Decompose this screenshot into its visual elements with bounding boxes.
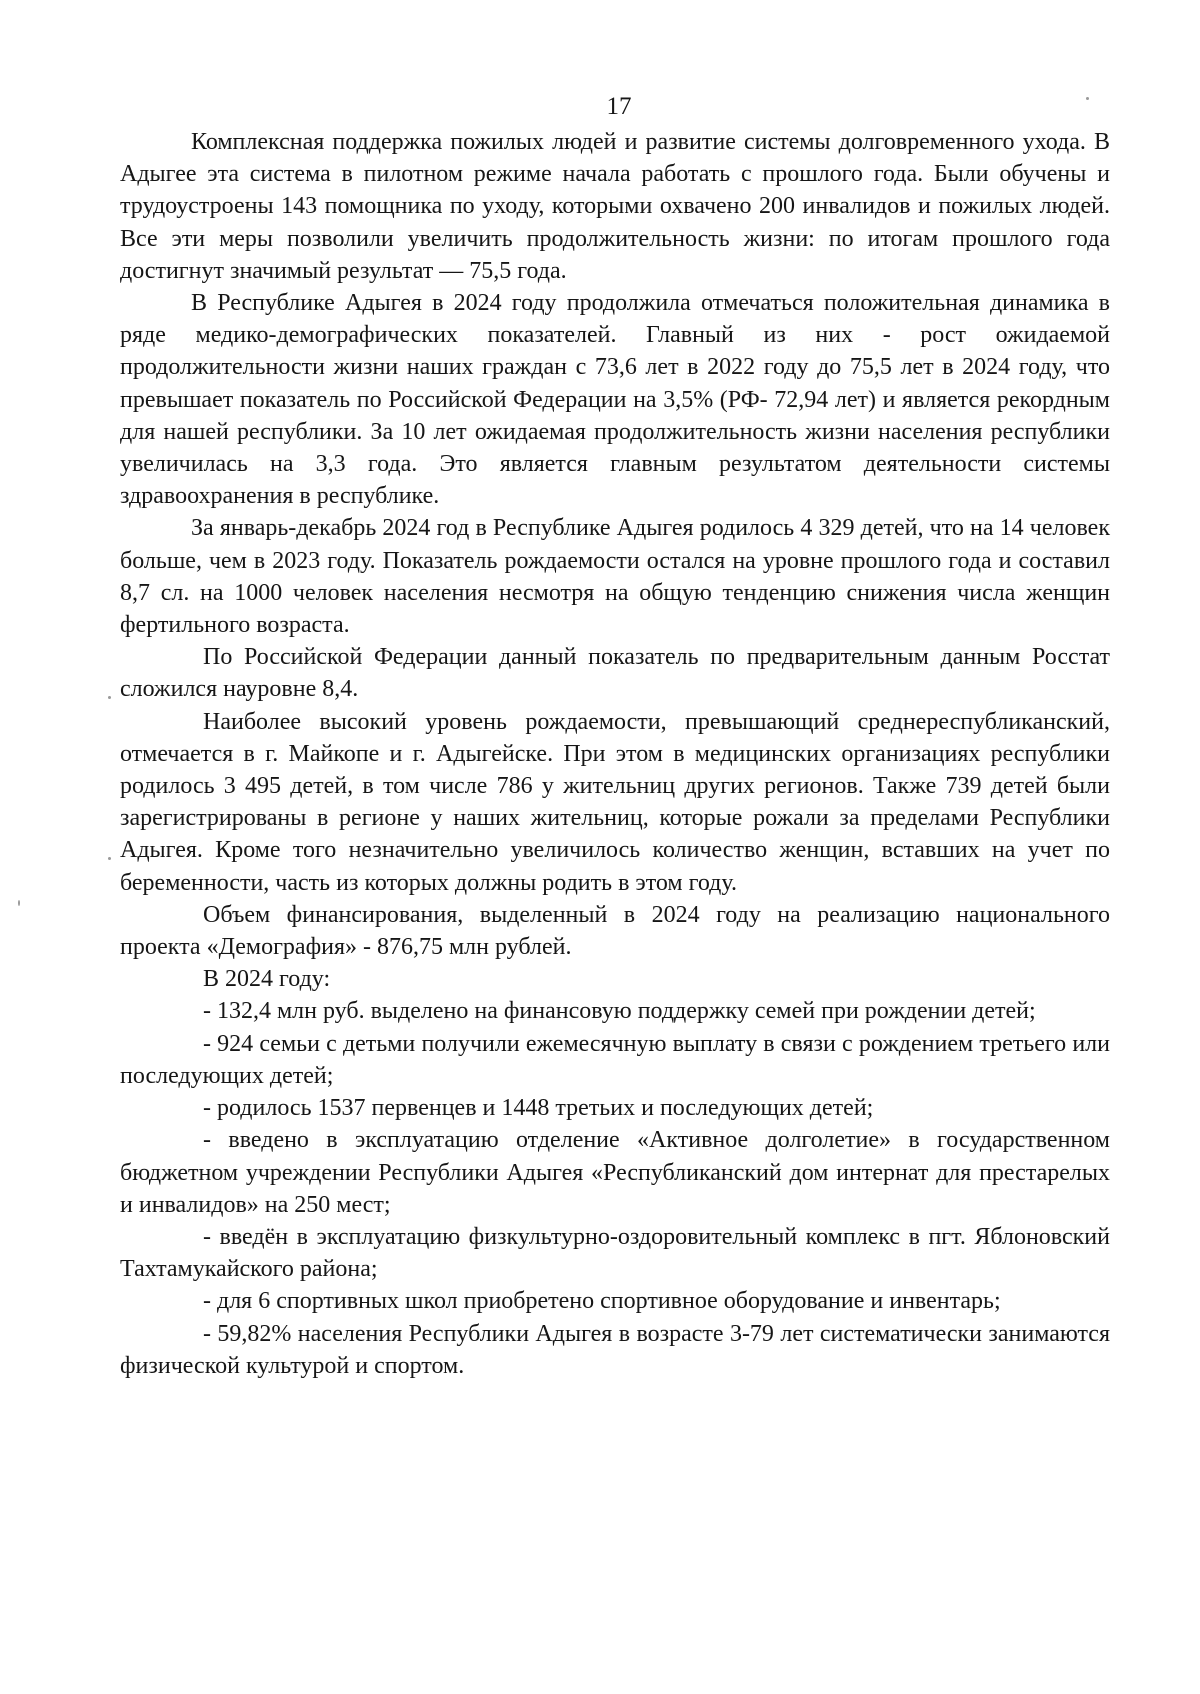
- list-item-family-support: - 132,4 млн руб. выделено на финансовую поддержку семей при рождении детей;: [203, 998, 1036, 1025]
- paragraph-life-expectancy: В Республике Адыгея в 2024 году продолжила отмечаться положительная динамика в ряде медико-демографических показателей. Главный из них - рост ожидаемой продолжительности жизни наших граждан с 73,6 лет в 2022 году до 75,5 лет в 2024 году, что превышает показатель по Российской Федерации на 3,5% (РФ- 72,94 лет) и является рекордным для нашей республики. За 10 лет ожидаемая продолжительность жизни населения республики увеличилась на 3,3 года. Это является главным результатом деятельности системы здравоохранения в республике.: [120, 290, 1110, 510]
- list-item-monthly-payment: - 924 семьи с детьми получили ежемесячную выплату в связи с рождением третьего или последующих детей;: [120, 1030, 1110, 1089]
- list-item-births-count: - родилось 1537 первенцев и 1448 третьих и последующих детей;: [203, 1095, 874, 1122]
- paragraph-births-2024: За январь-декабрь 2024 год в Республике Адыгея родилось 4 329 детей, что на 14 человек больше, чем в 2023 году. Показатель рождаемости остался на уровне прошлого года и составил 8,7 сл. на 1000 человек населения несмотря на общую тенденцию снижения числа женщин фертильного возраста.: [120, 515, 1110, 639]
- scan-speck: [108, 696, 111, 699]
- list-item-physical-activity: - 59,82% населения Республики Адыгея в возрасте 3-79 лет систематически занимаются физической культурой и спортом.: [120, 1320, 1110, 1379]
- page-number: 17: [606, 93, 632, 120]
- document-body: [120, 126, 1110, 1382]
- paragraph-russia-birth-rate: По Российской Федерации данный показатель по предварительным данным Росстат сложился науровне 8,4.: [120, 644, 1110, 703]
- scan-speck: [18, 900, 20, 906]
- list-item-sports-complex: - введён в эксплуатацию физкультурно-оздоровительный комплекс в пгт. Яблоновский Тахтамукайского района;: [120, 1223, 1110, 1283]
- paragraph-highest-birth-rate: Наиболее высокий уровень рождаемости, превышающий среднереспубликанский, отмечается в г. Майкопе и г. Адыгейске. При этом в медицинских организациях республики родилось 3 495 детей, в том числе 786 у жительниц других регионов. Также 739 детей были зарегистрированы в регионе у наших жительниц, которые рожали за пределами Республики Адыгея. Кроме того незначительно увеличилось количество женщин, вставших на учет по беременности, часть из которых должны родить в этом году.: [120, 708, 1110, 896]
- paragraph-long-term-care: Комплексная поддержка пожилых людей и развитие системы долговременного ухода. В Адыгее эта система в пилотном режиме начала работать с прошлого года. Были обучены и трудоустроены 143 помощника по уходу, которыми охвачено 200 инвалидов и пожилых людей. Все эти меры позволили увеличить продолжительность жизни: по итогам прошлого года достигнут значимый результат — 75,5 года.: [120, 129, 1110, 284]
- list-item-active-longevity: - введено в эксплуатацию отделение «Активное долголетие» в государственном бюджетном учреждении Республики Адыгея «Республиканский дом интернат для престарелых и инвалидов» на 250 мест;: [120, 1127, 1110, 1218]
- scan-speck: [1086, 97, 1089, 100]
- paragraph-in-2024-heading: В 2024 году:: [203, 966, 331, 993]
- scan-speck: [108, 857, 111, 860]
- paragraph-demography-funding: Объем финансирования, выделенный в 2024 году на реализацию национального проекта «Демография» - 876,75 млн рублей.: [120, 901, 1110, 961]
- list-item-sports-equipment: - для 6 спортивных школ приобретено спортивное оборудование и инвентарь;: [203, 1288, 1001, 1315]
